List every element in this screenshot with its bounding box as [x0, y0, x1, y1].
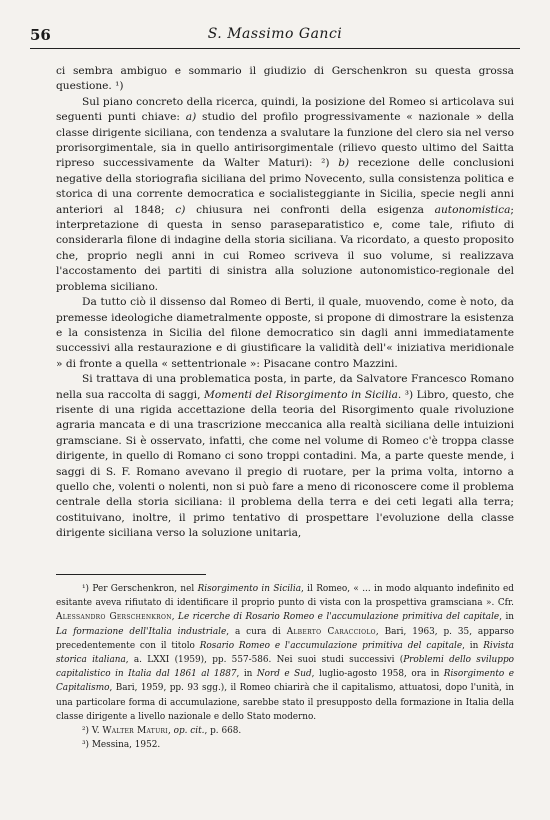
italic-run: Risorgimento in Sicilia — [197, 584, 302, 594]
footnote — [56, 724, 514, 738]
paragraph — [56, 372, 514, 541]
text-run: ²) V. — [82, 726, 103, 737]
italic-run: a) — [185, 111, 197, 124]
footnote — [56, 738, 514, 752]
text-run: ci sembra ambiguo e sommario il giudizio di Gerschenkron su questa grossa questione. — [56, 65, 514, 93]
text-run: Sul piano concreto della ricerca, quindi, la posizione del Romeo si articolava sui seguenti punti chiave: — [56, 95, 514, 124]
text-run: , il Romeo, « ... in modo alquanto indefinito ed esitante aveva rifiutato di identificare il proprio punto di vista con la prospettiva gramsciana ». Cfr. — [56, 584, 514, 609]
running-title: S. Massimo Ganci — [207, 26, 343, 42]
text-run: studio del profilo progressivamente « nazionale » della classe dirigente siciliana, con tendenza a svalutare la funzione del clero sia nel verso prorisorgimentale, sia in quello antirisorgimentale (rilievo questo ultimo del Saitta ripreso successivamente da Walter Maturi): ²) — [56, 111, 514, 170]
italic-run: Rosario Romeo e l'accumulazione primitiva del capitale — [199, 640, 463, 651]
text-run: , in — [462, 640, 484, 651]
italic-run: autonomistica — [434, 203, 511, 216]
text-run: , in — [499, 612, 514, 623]
italic-run: c) — [175, 203, 186, 216]
text-run: ³) Messina, 1952. — [82, 740, 161, 751]
text-run: chiusura nei confronti della esigenza — [185, 203, 435, 216]
italic-run: Le ricerche di Rosario Romeo e l'accumulazione primitiva del capitale — [178, 612, 500, 623]
smallcaps-run: Alessandro Gerschenkron — [56, 612, 172, 623]
footnotes — [56, 582, 514, 752]
text-run: , a. LXXI (1959), pp. 557-586. Nei suoi studi successivi ( — [125, 655, 404, 666]
smallcaps-run: Walter Maturi — [102, 726, 168, 737]
text-run: , — [167, 726, 174, 737]
text-run: ¹) — [111, 80, 124, 93]
text-run: ¹) Per Gerschenkron, nel — [82, 584, 198, 594]
paragraph — [56, 95, 514, 295]
italic-run: Momenti del Risorgimento in Sicilia — [204, 388, 398, 401]
text-run: ; interpretazione di questa in senso paraseparatistico e, come tale, rifiuto di considerarla filone di indagine della storia siciliana. Va ricordato, a questo proposito che, proprio negli anni in cui Romeo scriveva il suo volume, si realizzava l'accostamento dei partiti di sinistra alla soluzione autonomistico-regionale del problema siciliano. — [56, 203, 514, 293]
text-run: , a cura di — [226, 626, 287, 637]
running-header — [30, 26, 520, 49]
italic-run: La formazione dell'Italia industriale — [56, 626, 227, 637]
italic-run: b) — [338, 157, 350, 170]
italic-run: op. cit. — [173, 726, 205, 737]
text-run: , — [171, 612, 179, 623]
text-run: , Bari, 1963, p. 35, apparso precedentemente con il titolo — [56, 626, 515, 651]
text-run: , Bari, 1959, pp. 93 sgg.), il Romeo chiarirà che il capitalismo, attuatosi, dopo l'unità, in una particolare forma di accumulazione, sarebbe stato il presupposto della formazione in Italia della classe dirigente a livello nazionale e dello Stato moderno. — [56, 683, 514, 722]
text-run: , in — [236, 669, 257, 680]
text-run: . ³) Libro, questo, che risente di una rigida accettazione della teoria del Risorgimento quale rivoluzione agraria mancata e di una trascrizione meccanica alla realtà siciliana delle intuizioni gramsciane. Si è osservato, infatti, che come nel volume di Romeo c'è troppa classe dirigente, in quello di Romano ci sono troppi contadini. Ma, a parte queste mende, i saggi di S. F. Romano avevano il pregio di ruotare, per la prima volta, intorno a quello che, volenti o nolenti, non si può fare a meno di riconoscere come il problema centrale della storia siciliana: il problema della terra e dei ceti legati alla terra; costituivano, inoltre, il primo tentativo di prospettare l'evoluzione della classe dirigente siciliana verso la soluzione unitaria, — [56, 388, 514, 540]
footnote — [56, 582, 514, 724]
footnote-divider — [56, 574, 206, 575]
text-run: Da tutto ciò il dissenso dal Romeo di Berti, il quale, muovendo, come è noto, da premesse ideologiche diametralmente opposte, si propone di dimostrare la esistenza e la consistenza in Sicilia del filone democratico sin dagli anni immediatamente successivi alla restaurazione e di giustificare la validità dell'« iniziativa meridionale » di fronte a quella « settentrionale »: Pisacane contro Mazzini. — [56, 296, 514, 370]
smallcaps-run: Alberto Caracciolo — [286, 626, 376, 637]
text-run: recezione delle conclusioni negative della storiografia siciliana del primo Novecento, sulla consistenza politica e storica di una corrente democratica e socialisteggiante in Sicilia, specie negli anni anteriori al 1848; — [56, 157, 514, 216]
text-run: , p. 668. — [204, 726, 242, 737]
italic-run: Nord e Sud — [256, 669, 312, 680]
italic-run: Problemi dello sviluppo capitalistico in Italia dal 1861 al 1887 — [56, 655, 514, 680]
main-text — [56, 64, 514, 542]
page-number: 56 — [30, 26, 51, 44]
paragraph — [56, 64, 514, 95]
text-run: , luglio-agosto 1958, ora in — [311, 669, 444, 680]
paragraph — [56, 295, 514, 372]
text-run: Si trattava di una problematica posta, in parte, da Salvatore Francesco Romano nella sua raccolta di saggi, — [56, 373, 514, 401]
italic-run: Risorgimento e Capitalismo — [56, 669, 514, 694]
italic-run: Rivista storica italiana — [56, 640, 514, 666]
